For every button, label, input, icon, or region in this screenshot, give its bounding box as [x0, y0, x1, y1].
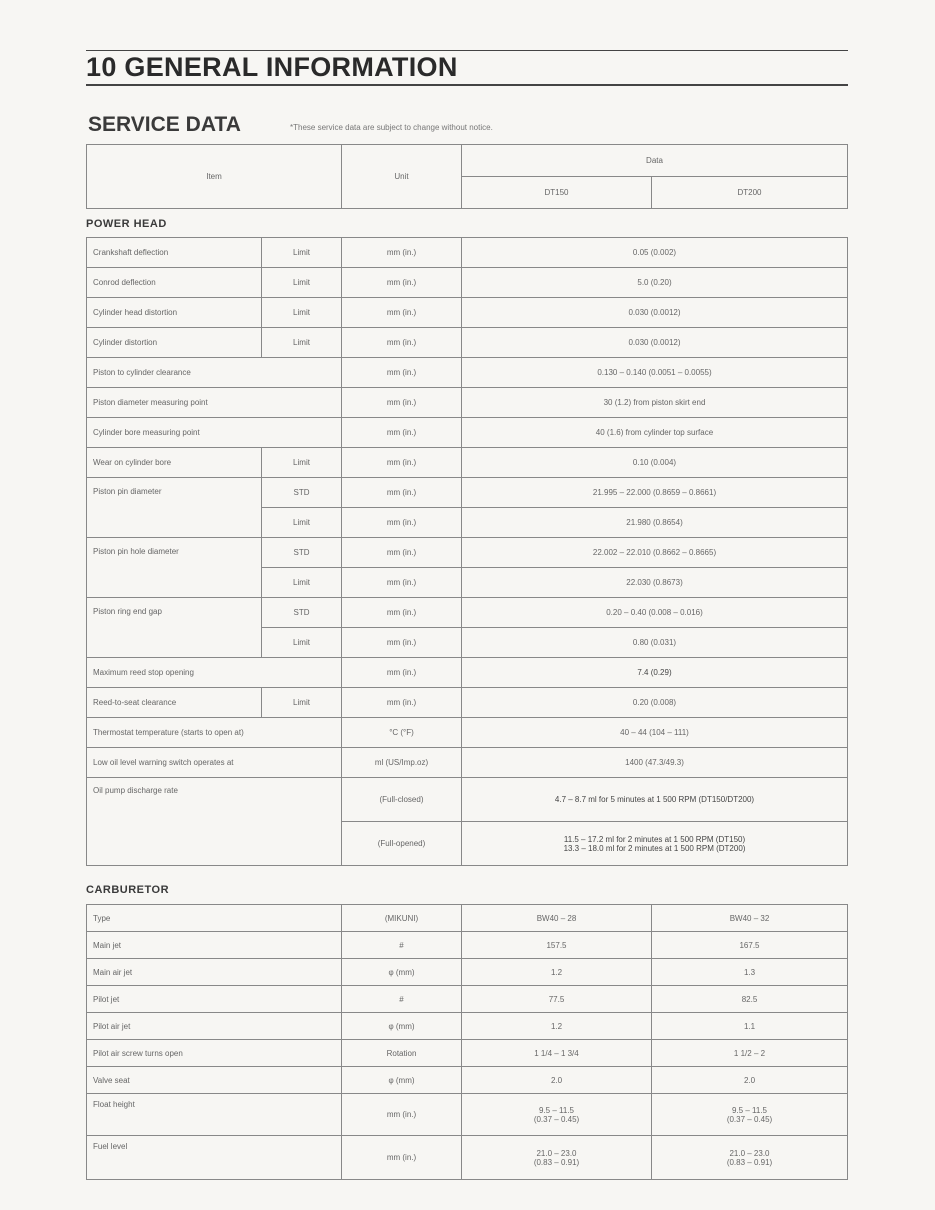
table-row: Main air jet φ (mm) 1.2 1.3 — [87, 959, 848, 986]
carburetor-title: CARBURETOR — [86, 884, 170, 896]
table-row: (Full-opened) 11.5 – 17.2 ml for 2 minutes at 1 500 RPM (DT150) 13.3 – 18.0 ml for 2 minutes at 1 500 RPM (DT200) — [87, 822, 848, 866]
table-row: Wear on cylinder bore Limit mm (in.) 0.10 (0.004) — [87, 448, 848, 478]
table-row: Valve seat φ (mm) 2.0 2.0 — [87, 1067, 848, 1094]
table-row: Pilot jet # 77.5 82.5 — [87, 986, 848, 1013]
table-row: Cylinder distortion Limit mm (in.) 0.030 (0.0012) — [87, 328, 848, 358]
header-table — [86, 144, 848, 209]
title-underline — [86, 84, 848, 86]
table-row: Type (MIKUNI) BW40 – 28 BW40 – 32 — [87, 905, 848, 932]
table-row: Piston ring end gap STD mm (in.) 0.20 – 0.40 (0.008 – 0.016) — [87, 598, 848, 628]
section-title: SERVICE DATA — [88, 113, 241, 136]
table-row: Limit mm (in.) 0.80 (0.031) — [87, 628, 848, 658]
section-note: *These service data are subject to change without notice. — [290, 123, 493, 132]
table-row: Maximum reed stop opening mm (in.) 7.4 (0.29) — [87, 658, 848, 688]
carburetor-table — [86, 904, 848, 1180]
header-data: Data — [462, 145, 848, 177]
table-row: Pilot air screw turns open Rotation 1 1/4 – 1 3/4 1 1/2 – 2 — [87, 1040, 848, 1067]
table-row: Float height mm (in.) 9.5 – 11.5 (0.37 – 0.45) 9.5 – 11.5 (0.37 – 0.45) — [87, 1094, 848, 1136]
table-row: Pilot air jet φ (mm) 1.2 1.1 — [87, 1013, 848, 1040]
table-row: Oil pump discharge rate (Full-closed) 4.7 – 8.7 ml for 5 minutes at 1 500 RPM (DT150/DT200) — [87, 778, 848, 822]
table-row: Main jet # 157.5 167.5 — [87, 932, 848, 959]
table-row: Piston to cylinder clearance mm (in.) 0.130 – 0.140 (0.0051 – 0.0055) — [87, 358, 848, 388]
table-row: Thermostat temperature (starts to open at) °C (°F) 40 – 44 (104 – 111) — [87, 718, 848, 748]
table-row: Low oil level warning switch operates at ml (US/Imp.oz) 1400 (47.3/49.3) — [87, 748, 848, 778]
table-row: Reed-to-seat clearance Limit mm (in.) 0.20 (0.008) — [87, 688, 848, 718]
header-dt150: DT150 — [462, 177, 652, 209]
table-row: Piston pin diameter STD mm (in.) 21.995 – 22.000 (0.8659 – 0.8661) — [87, 478, 848, 508]
table-row: Fuel level mm (in.) 21.0 – 23.0 (0.83 – 0.91) 21.0 – 23.0 (0.83 – 0.91) — [87, 1136, 848, 1180]
header-dt200: DT200 — [652, 177, 848, 209]
table-row: Limit mm (in.) 21.980 (0.8654) — [87, 508, 848, 538]
chapter-title: 10 GENERAL INFORMATION — [86, 52, 458, 82]
top-rule — [86, 50, 848, 51]
table-row: Cylinder bore measuring point mm (in.) 40 (1.6) from cylinder top surface — [87, 418, 848, 448]
table-row: Piston diameter measuring point mm (in.) 30 (1.2) from piston skirt end — [87, 388, 848, 418]
power-head-table — [86, 237, 848, 866]
table-row: Limit mm (in.) 22.030 (0.8673) — [87, 568, 848, 598]
table-row: Cylinder head distortion Limit mm (in.) 0.030 (0.0012) — [87, 298, 848, 328]
table-row: Piston pin hole diameter STD mm (in.) 22.002 – 22.010 (0.8662 – 0.8665) — [87, 538, 848, 568]
header-item: Item — [87, 145, 342, 209]
table-row: Crankshaft deflection Limit mm (in.) 0.05 (0.002) — [87, 238, 848, 268]
header-unit: Unit — [342, 145, 462, 209]
power-head-title: POWER HEAD — [86, 218, 167, 230]
table-row: Conrod deflection Limit mm (in.) 5.0 (0.20) — [87, 268, 848, 298]
